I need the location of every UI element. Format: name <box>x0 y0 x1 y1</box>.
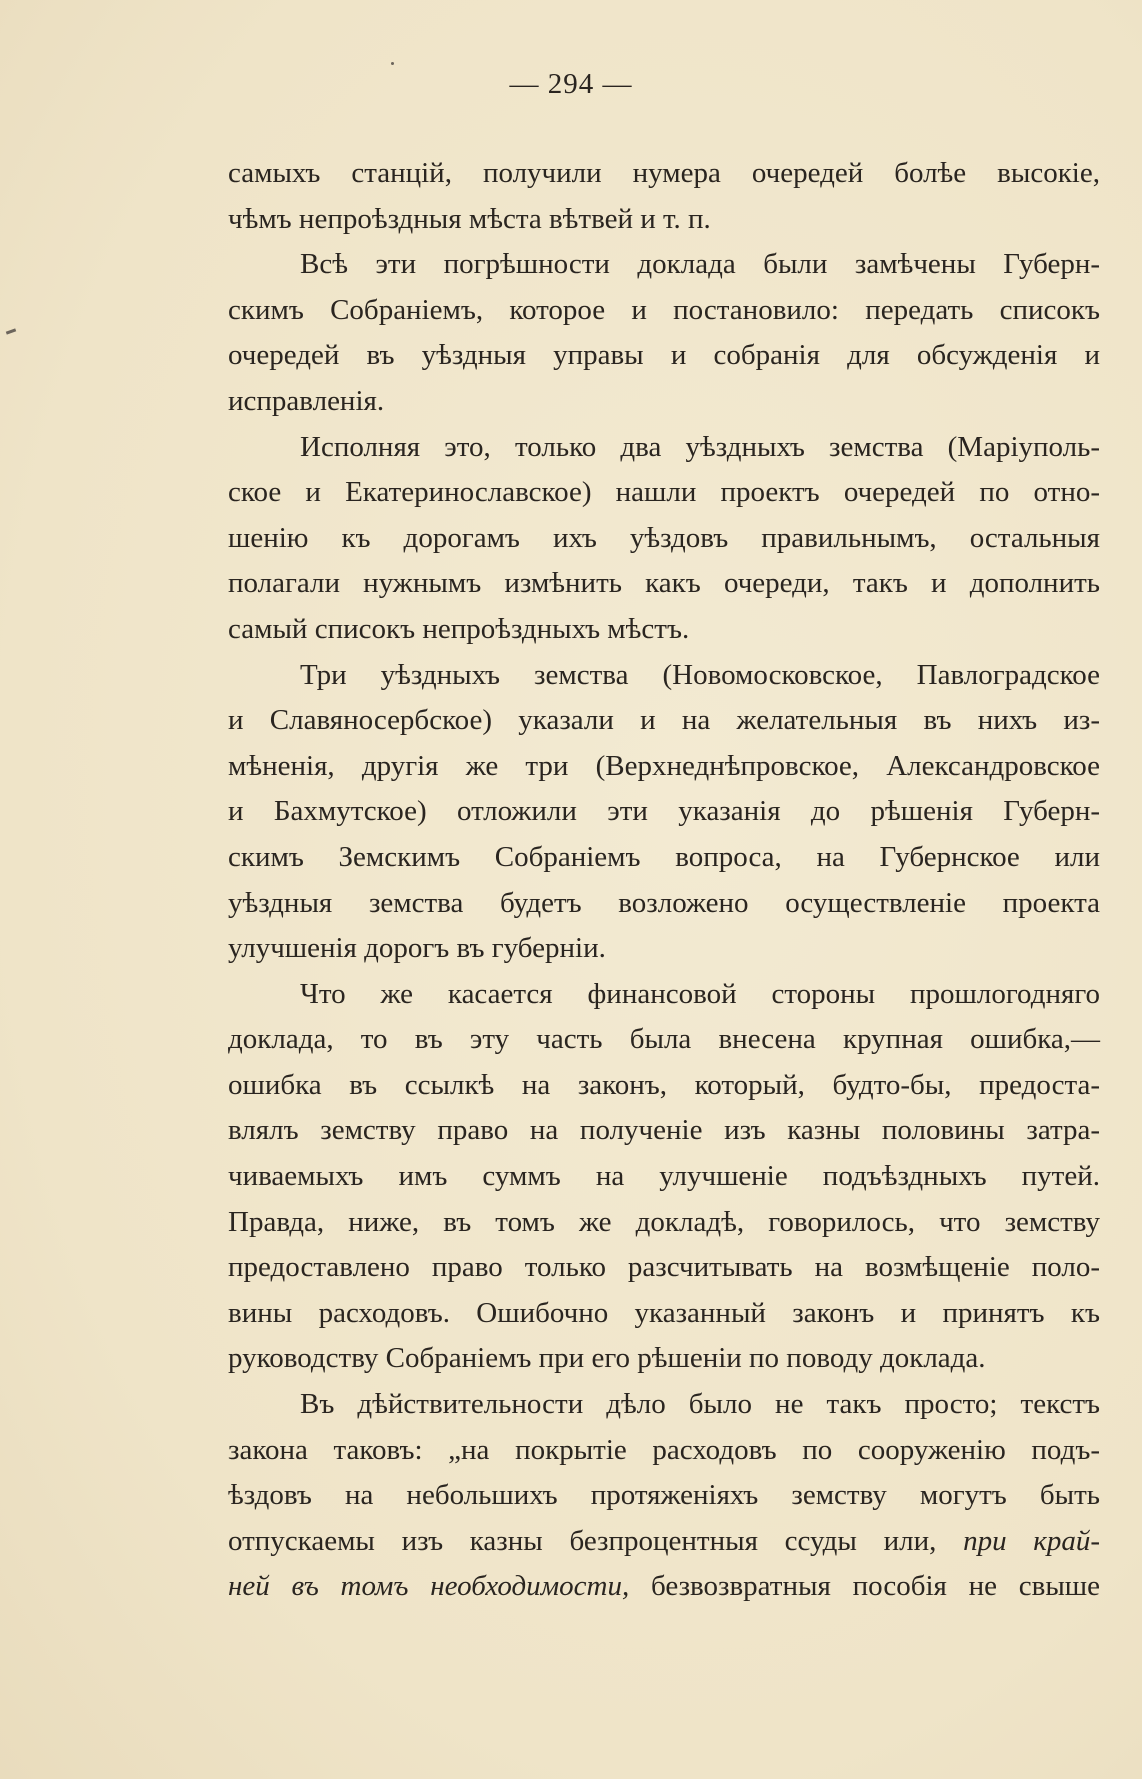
text-line: доклада, то въ эту часть была внесена крупная ошибка,— <box>228 1023 1100 1056</box>
text-line: вины расходовъ. Ошибочно указанный законъ и принятъ къ <box>228 1296 1100 1329</box>
text-line: улучшенія дорогъ въ губерніи. <box>228 932 606 965</box>
text-line: Что же касается финансовой стороны прошлогодняго <box>300 977 1100 1010</box>
text-line: руководству Собраніемъ при его рѣшеніи по поводу доклада. <box>228 1342 986 1375</box>
ink-speck <box>391 62 394 65</box>
text-line-mixed <box>228 1564 1100 1610</box>
text-line: чѣмъ непроѣздныя мѣста вѣтвей и т. п. <box>228 202 711 235</box>
text-line: предоставлено право только разсчитывать на возмѣщеніе поло- <box>228 1251 1100 1284</box>
text-line: очередей въ уѣздныя управы и собранія для обсужденія и <box>228 339 1100 372</box>
text-line: Исполняя это, только два уѣздныхъ земства (Маріуполь- <box>300 430 1100 463</box>
margin-mark <box>6 328 16 334</box>
text-line: скимъ Земскимъ Собраніемъ вопроса, на Губернское или <box>228 840 1100 873</box>
page-number: — 294 — <box>509 68 633 100</box>
text-line: мѣненія, другія же три (Верхнеднѣпровское, Александровское <box>228 749 1100 782</box>
text-line: закона таковъ: „на покрытіе расходовъ по сооруженію подъ- <box>228 1433 1100 1466</box>
text-run: безвозвратныя пособія не свыше <box>650 1570 1101 1603</box>
text-line: исправленія. <box>228 384 385 417</box>
text-line: скимъ Собраніемъ, которое и постановило: передать списокъ <box>228 293 1100 326</box>
text-line: уѣздныя земства будетъ возложено осуществленіе проекта <box>228 886 1100 919</box>
italic-run: ней въ томъ необходимости, <box>228 1570 630 1603</box>
text-line: ское и Екатеринославское) нашли проектъ очередей по отно- <box>228 476 1100 509</box>
text-line: влялъ земству право на полученіе изъ казны половины затра- <box>228 1114 1100 1147</box>
text-line: и Бахмутское) отложили эти указанія до рѣшенія Губерн- <box>228 795 1100 828</box>
text-run: отпускаемы изъ казны безпроцентныя ссуды или, <box>228 1524 937 1557</box>
text-line: ошибка въ ссылкѣ на законъ, который, будто-бы, предоста- <box>228 1068 1100 1101</box>
text-line-mixed <box>228 1519 1100 1565</box>
text-line: ѣздовъ на небольшихъ протяженіяхъ земству могутъ быть <box>228 1479 1100 1512</box>
text-line: и Славяносербское) указали и на желательныя въ нихъ из- <box>228 704 1100 737</box>
text-line: Въ дѣйствительности дѣло было не такъ просто; текстъ <box>300 1388 1100 1421</box>
text-line: Правда, ниже, въ томъ же докладѣ, говорилось, что земству <box>228 1205 1100 1238</box>
text-line: самыхъ станцій, получили нумера очередей болѣе высокіе, <box>228 157 1100 189</box>
text-line: чиваемыхъ имъ суммъ на улучшеніе подъѣздныхъ путей. <box>228 1160 1100 1193</box>
italic-run: при край- <box>963 1524 1100 1557</box>
text-line: полагали нужнымъ измѣнить какъ очереди, такъ и дополнить <box>228 567 1100 600</box>
text-line: самый списокъ непроѣздныхъ мѣстъ. <box>228 612 690 645</box>
text-line: Всѣ эти погрѣшности доклада были замѣчены Губерн- <box>300 248 1100 281</box>
body-text <box>228 151 1100 1610</box>
text-line: Три уѣздныхъ земства (Новомосковское, Павлоградское <box>300 658 1100 691</box>
text-line: шенію къ дорогамъ ихъ уѣздовъ правильнымъ, остальныя <box>228 521 1100 554</box>
